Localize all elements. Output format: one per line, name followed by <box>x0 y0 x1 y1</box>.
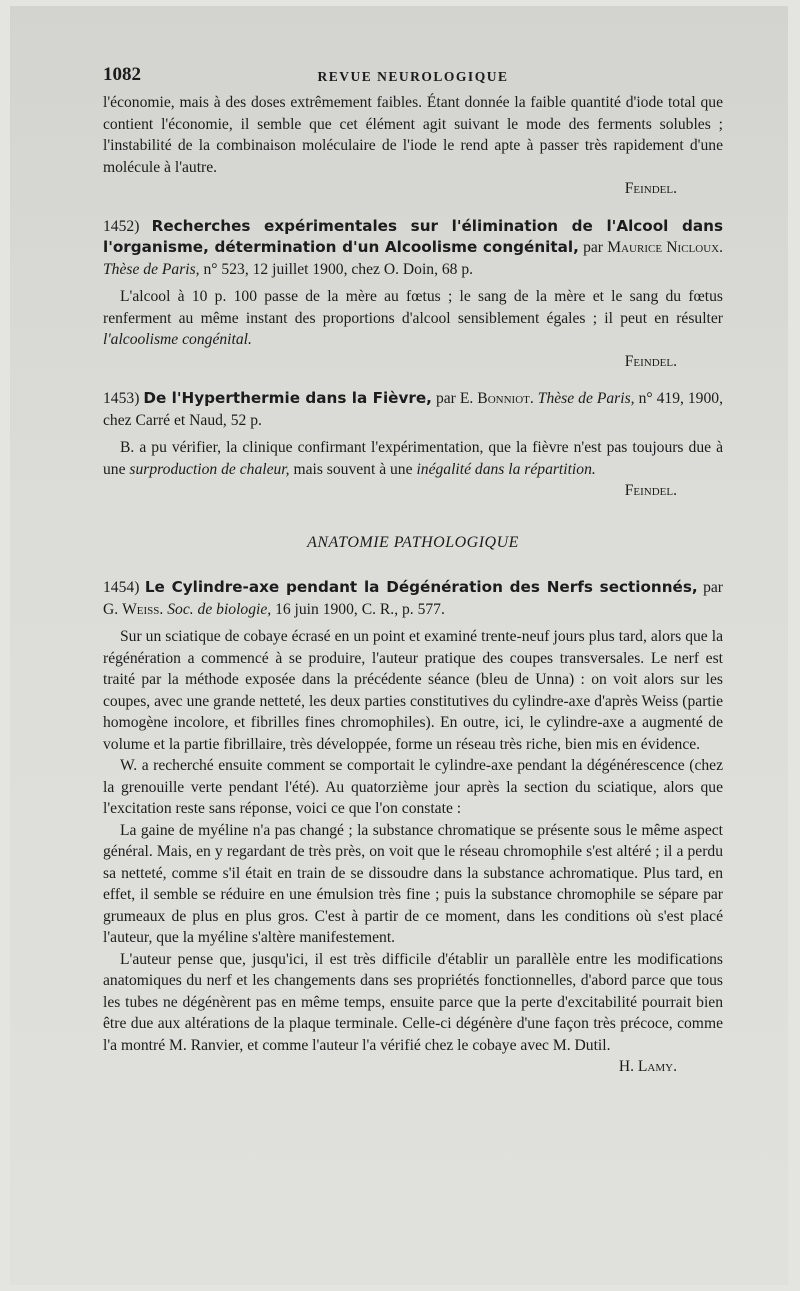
signature: Feindel. <box>624 352 677 370</box>
entry-1454 <box>103 577 723 1078</box>
body-text: mais souvent à une <box>293 460 413 478</box>
reference: 16 juin 1900, C. R., p. 577. <box>275 600 445 618</box>
reference-italic: Thèse de Paris, <box>537 390 635 407</box>
author-name: Maurice Nicloux. <box>607 239 723 256</box>
continuation-paragraph: l'économie, mais à des doses extrêmement faibles. Étant donnée la faible quantité d'iode total que contient l'économie, il semble que cet élément agit suivant le mode des ferments solubles ; l'instabilité de la combinaison moléculaire de l'iode le rend apte à passer très rapidement d'une molécule à l'autre. <box>103 94 723 176</box>
entry-1453 <box>103 388 723 502</box>
page-text <box>103 64 723 1078</box>
signature: Feindel. <box>624 180 677 197</box>
running-header <box>103 64 723 92</box>
entry-1452 <box>103 216 723 373</box>
entry-body <box>103 437 723 480</box>
body-italic: l'alcoolisme congénital. <box>103 331 252 348</box>
author-prefix: par E. <box>435 390 474 407</box>
entry-body <box>103 286 723 351</box>
reference: n° 419, 1900, chez Carré et Naud, 52 p. <box>103 390 723 429</box>
entry-title: Recherches expérimentales sur l'élimination de l'Alcool dans l'organisme, détermination d'un Alcoolisme congénital, <box>103 216 723 256</box>
entry-title: De l'Hyperthermie dans la Fièvre, <box>143 389 432 407</box>
body-paragraph: Sur un sciatique de cobaye écrasé en un point et examiné trente-neuf jours plus tard, alors que la régénération a commencé à se produire, l'auteur pratique des coupes transversales. Le nerf est traité par la méthode exposée dans la précédente séance (bleu de Unna) : on voit alors sur les coupes, avec une grande netteté, les deux parties constitutives du cylindre-axe d'après Weiss (partie homogène incolore, et fibrilles fines chromophiles). En outre, ici, le cylindre-axe a augmenté de volume et la partie fibrillaire, très développée, forme un réseau très riche, bien mis en évidence. <box>103 628 723 753</box>
body-paragraph: L'auteur pense que, jusqu'ici, il est très difficile d'établir un parallèle entre les modifications anatomiques du nerf et les changements dans ses propriétés fonctionnelles, d'abord parce que tous les tubes ne dégénèrent pas en même temps, ensuite parce que la perte d'excitabilité pourrait bien être due aux altérations de la plaque terminale. Celle-ci dégénère d'une façon très précoce, comme l'a montré M. Ranvier, et comme l'auteur l'a vérifié chez le cobaye avec M. Dutil. <box>103 950 723 1054</box>
body-text: B. a pu vérifier, la clinique confirmant l'expérimentation, que la fièvre n'est pas toujours due à une <box>103 439 723 478</box>
author-prefix: par G. <box>103 579 723 618</box>
author-name: Weiss. <box>122 600 164 618</box>
body-italic: surproduction de chaleur, <box>129 460 290 478</box>
body-paragraph: W. a recherché ensuite comment se comportait le cylindre-axe pendant la dégénérescence (chez la grenouille verte pendant l'été). Au quatorzième jour après la section du sciatique, alors que l'excitation reste sans réponse, voici ce que l'on constate : <box>103 757 723 817</box>
entry-body <box>103 626 723 1056</box>
body-italic: inégalité dans la répartition. <box>416 460 596 478</box>
entry-number: 1454) <box>103 579 140 596</box>
body-paragraph: La gaine de myéline n'a pas changé ; la substance chromatique se présente sous le même aspect général. Mais, en y regardant de très près, on voit que le réseau chromophile s'est altéré ; il a perdu sa netteté, comme s'il était en train de se dissoudre dans la substance achromatique. Plus tard, en effet, il semble se réduire en une émulsion très fine ; puis la substance chromophile se sépare par grumeaux de plus en plus gros. C'est à partir de ce moment, dans les conditions où s'est placé l'auteur, que la myéline s'altère manifestement. <box>103 821 723 946</box>
page-number: 1082 <box>103 64 141 85</box>
entry-number: 1453) <box>103 390 140 407</box>
signature: H. Lamy. <box>618 1058 677 1075</box>
section-title: ANATOMIE PATHOLOGIQUE <box>307 533 519 551</box>
author-name: Bonniot. <box>477 390 534 407</box>
reference-italic: Soc. de biologie, <box>167 600 272 618</box>
journal-title: REVUE NEUROLOGIQUE <box>317 69 509 84</box>
reference: n° 523, 12 juillet 1900, chez O. Doin, 68 p. <box>203 260 474 278</box>
signature: Feindel. <box>624 482 677 499</box>
body-text: L'alcool à 10 p. 100 passe de la mère au fœtus ; le sang de la mère et le sang du fœtus renferment au même instant des proportions d'alcool sensiblement égales ; il peut en résulter <box>103 288 723 327</box>
reference-italic: Thèse de Paris, <box>103 260 200 278</box>
author-prefix: par <box>583 239 603 256</box>
entry-number: 1452) <box>103 217 140 235</box>
entry-title: Le Cylindre-axe pendant la Dégénération des Nerfs sectionnés, <box>144 578 698 596</box>
